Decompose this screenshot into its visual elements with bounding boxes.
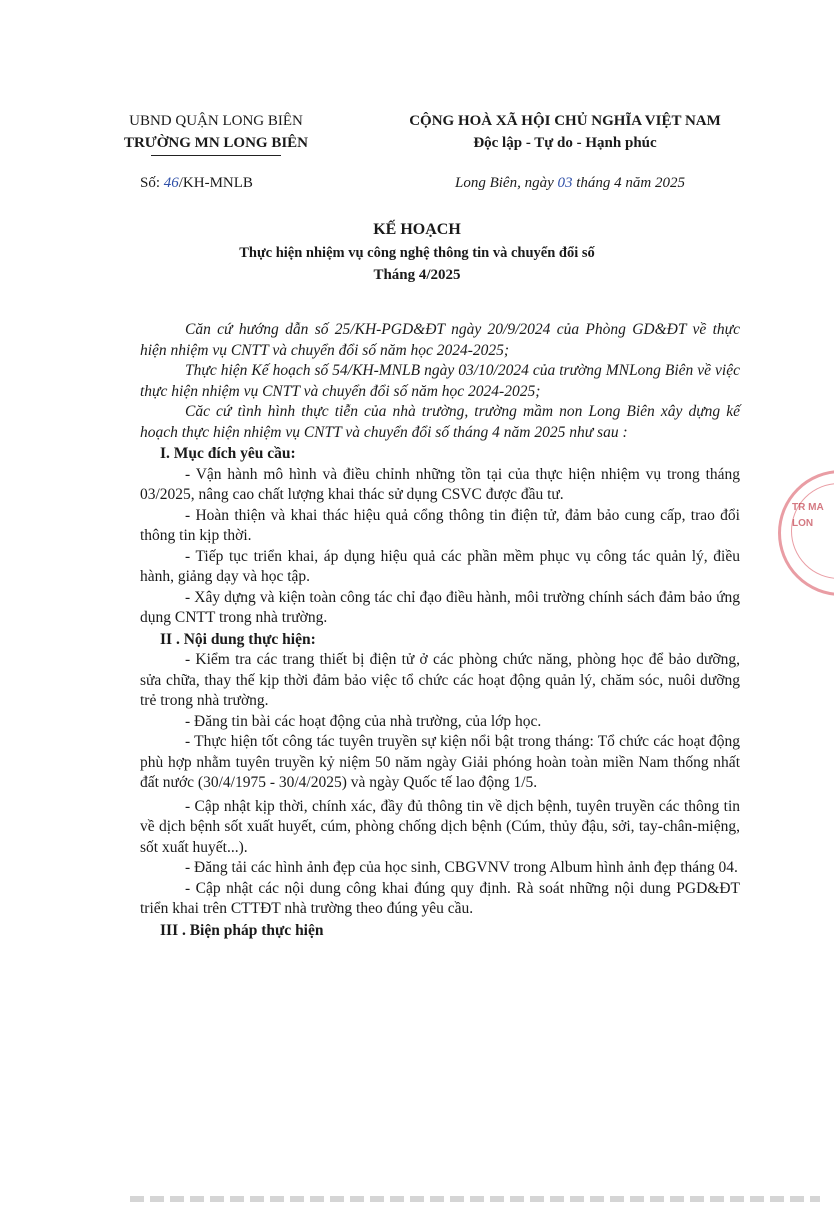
section-heading: II . Nội dung thực hiện: [160,630,316,648]
list-item: - Tiếp tục triển khai, áp dụng hiệu quả các phần mềm phục vụ công tác quản lý, điều hành, giảng dạy và học tập. [140,547,740,585]
document-number-handwritten: 46 [163,175,179,191]
list-item: - Cập nhật các nội dung công khai đúng quy định. Rà soát những nội dung PGD&ĐT triển khai trên CTTĐT nhà trường theo đúng yêu cầu. [140,879,740,917]
dateline-before: Long Biên, ngày [455,175,558,191]
national-motto: Độc lập - Tự do - Hạnh phúc [473,135,657,151]
title-period: Tháng 4/2025 [373,267,461,283]
document-number-prefix: Số: [140,175,164,191]
list-item: - Vận hành mô hình và điều chỉnh những tồn tại của thực hiện nhiệm vụ trong tháng 03/2025, nâng cao chất lượng khai thác sử dụng CSVC được đầu tư. [140,465,740,503]
list-item: - Cập nhật kịp thời, chính xác, đầy đủ thông tin về dịch bệnh, tuyên truyền các thông tin về dịch bệnh sốt xuất huyết, cúm, phòng chống dịch bệnh (Cúm, thủy đậu, sởi, tay-chân-miệng, sốt xuất huyết...). [140,797,740,856]
preamble-paragraph: Căc cứ tình hình thực tiễn của nhà trường, trường mầm non Long Biên xây dựng kế hoạch thực hiện nhiệm vụ CNTT và chuyển đổi số tháng 4 năm 2025 như sau : [140,403,740,441]
preamble-paragraph: Căn cứ hướng dẫn số 25/KH-PGD&ĐT ngày 20/9/2024 của Phòng GD&ĐT về thực hiện nhiệm vụ CNTT và chuyển đổi số năm học 2024-2025; [140,321,740,359]
title-main: KẾ HOẠCH [373,221,461,238]
issuer-block [96,110,336,156]
list-item: - Kiểm tra các trang thiết bị điện tử ở các phòng chức năng, phòng học để bảo dưỡng, sửa chữa, thay thế kịp thời đảm bảo việc tổ chức các hoạt động quản lý, chăm sóc, nuôi dưỡng trẻ trong nhà trường. [140,651,740,709]
list-item: - Đăng tải các hình ảnh đẹp của học sinh, CBGVNV trong Album hình ảnh đẹp tháng 04. [185,859,738,876]
document-body [140,320,740,941]
list-item: - Hoàn thiện và khai thác hiệu quả cổng thông tin điện tử, đảm bảo cung cấp, trao đổi thông tin kịp thời. [140,506,740,544]
dateline [455,175,685,192]
list-item: - Đăng tin bài các hoạt động của nhà trường, của lớp học. [185,712,542,730]
dateline-day: 03 [557,175,573,191]
document-number-suffix: /KH-MNLB [178,175,253,191]
official-seal-icon [778,470,834,596]
preamble-paragraph: Thực hiện Kế hoạch số 54/KH-MNLB ngày 03/10/2024 của trường MNLong Biên về việc thực hiện nhiệm vụ CNTT và chuyển đổi số năm học 2024-2025; [140,362,740,400]
document-number [140,175,253,192]
scan-artifact [130,1196,820,1202]
list-item: - Thực hiện tốt công tác tuyên truyền sự kiện nổi bật trong tháng: Tổ chức các hoạt động phù hợp nhằm tuyên truyền kỷ niệm 50 năm ngày Giải phóng hoàn toàn miền Nam thống nhất đất nước (30/4/1975 - 30/4/2025) và ngày Quốc tế lao động 1/5. [140,733,740,791]
issuer-school: TRƯỜNG MN LONG BIÊN [123,135,309,151]
section-heading: III . Biện pháp thực hiện [160,921,324,939]
issuer-authority: UBND QUẬN LONG BIÊN [129,113,303,129]
official-seal-text: TR MA LON [792,502,824,529]
national-name: CỘNG HOÀ XÃ HỘI CHỦ NGHĨA VIỆT NAM [409,113,721,129]
section-heading: I. Mục đích yêu cầu: [160,445,296,462]
dateline-after: tháng 4 năm 2025 [572,175,685,191]
national-motto-block [385,110,745,154]
issuer-underline [151,155,281,156]
list-item: - Xây dựng và kiện toàn công tác chỉ đạo điều hành, môi trường chính sách đảm bảo ứng dụng CNTT trong nhà trường. [140,588,740,626]
title-subject: Thực hiện nhiệm vụ công nghệ thông tin và chuyển đổi số [239,245,595,261]
document-title [0,218,834,286]
